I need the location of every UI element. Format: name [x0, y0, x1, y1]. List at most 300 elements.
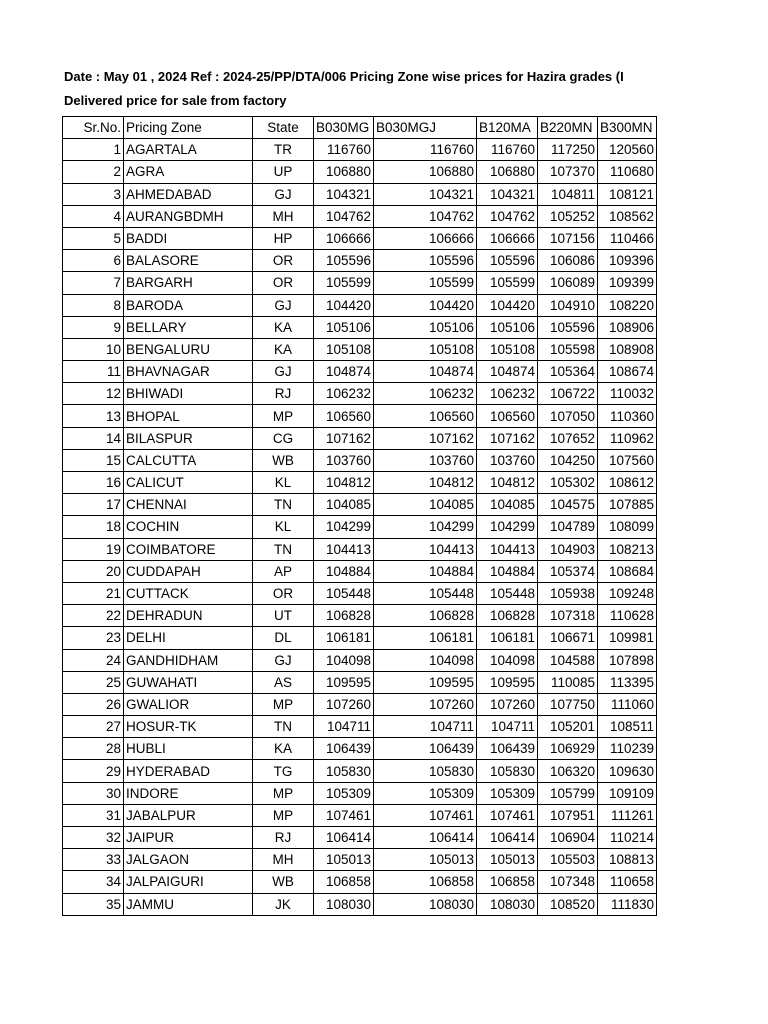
cell-b300mn: 108684 [598, 560, 657, 582]
table-row [63, 716, 657, 738]
cell-pricing-zone: BARODA [124, 294, 253, 316]
cell-b030mgj: 116760 [374, 139, 477, 161]
cell-state: MP [253, 804, 314, 826]
cell-srno: 15 [63, 449, 124, 471]
cell-srno: 28 [63, 738, 124, 760]
cell-b030mg: 116760 [314, 139, 374, 161]
cell-b030mgj: 104420 [374, 294, 477, 316]
cell-pricing-zone: BHOPAL [124, 405, 253, 427]
cell-b120ma: 105596 [477, 250, 538, 272]
cell-b030mg: 106858 [314, 871, 374, 893]
col-header-pricing-zone: Pricing Zone [124, 117, 253, 139]
cell-srno: 25 [63, 671, 124, 693]
cell-b030mgj: 105106 [374, 316, 477, 338]
cell-b030mgj: 105013 [374, 849, 477, 871]
cell-b300mn: 110239 [598, 738, 657, 760]
table-row [63, 316, 657, 338]
cell-b120ma: 116760 [477, 139, 538, 161]
cell-pricing-zone: JALPAIGURI [124, 871, 253, 893]
cell-state: OR [253, 582, 314, 604]
table-row [63, 427, 657, 449]
cell-b300mn: 109399 [598, 272, 657, 294]
cell-b120ma: 104098 [477, 649, 538, 671]
col-header-b220mn: B220MN [538, 117, 598, 139]
cell-b220mn: 106929 [538, 738, 598, 760]
col-header-state: State [253, 117, 314, 139]
cell-b030mg: 104884 [314, 560, 374, 582]
cell-srno: 20 [63, 560, 124, 582]
table-row [63, 671, 657, 693]
table-row [63, 693, 657, 715]
cell-b220mn: 105598 [538, 338, 598, 360]
cell-state: TN [253, 716, 314, 738]
cell-state: KA [253, 738, 314, 760]
cell-b030mgj: 104762 [374, 205, 477, 227]
table-row [63, 782, 657, 804]
cell-b220mn: 105596 [538, 316, 598, 338]
table-row [63, 849, 657, 871]
price-table [62, 116, 657, 916]
cell-srno: 31 [63, 804, 124, 826]
cell-state: GJ [253, 294, 314, 316]
cell-b030mg: 106439 [314, 738, 374, 760]
cell-b030mgj: 106439 [374, 738, 477, 760]
table-body [63, 139, 657, 916]
table-row [63, 893, 657, 915]
cell-b300mn: 110466 [598, 227, 657, 249]
cell-state: DL [253, 627, 314, 649]
table-row [63, 760, 657, 782]
cell-b120ma: 105448 [477, 582, 538, 604]
cell-b220mn: 107318 [538, 605, 598, 627]
col-header-b030mgj: B030MGJ [374, 117, 477, 139]
cell-b300mn: 108612 [598, 472, 657, 494]
cell-b300mn: 110658 [598, 871, 657, 893]
cell-b030mg: 104413 [314, 538, 374, 560]
cell-pricing-zone: BENGALURU [124, 338, 253, 360]
cell-b220mn: 105503 [538, 849, 598, 871]
cell-state: RJ [253, 827, 314, 849]
col-header-b300mn: B300MN [598, 117, 657, 139]
cell-pricing-zone: CUDDAPAH [124, 560, 253, 582]
cell-b030mg: 106880 [314, 161, 374, 183]
cell-b300mn: 109396 [598, 250, 657, 272]
cell-b300mn: 108511 [598, 716, 657, 738]
cell-state: HP [253, 227, 314, 249]
cell-srno: 18 [63, 516, 124, 538]
cell-b300mn: 109248 [598, 582, 657, 604]
cell-srno: 19 [63, 538, 124, 560]
cell-state: MP [253, 405, 314, 427]
cell-pricing-zone: JALGAON [124, 849, 253, 871]
table-row [63, 649, 657, 671]
cell-b220mn: 105938 [538, 582, 598, 604]
table-row [63, 827, 657, 849]
cell-b030mgj: 105108 [374, 338, 477, 360]
cell-b120ma: 106828 [477, 605, 538, 627]
cell-b030mgj: 107260 [374, 693, 477, 715]
cell-b120ma: 107461 [477, 804, 538, 826]
cell-srno: 14 [63, 427, 124, 449]
table-row [63, 871, 657, 893]
cell-b120ma: 104420 [477, 294, 538, 316]
cell-b220mn: 106086 [538, 250, 598, 272]
cell-pricing-zone: COIMBATORE [124, 538, 253, 560]
table-row [63, 272, 657, 294]
cell-b030mgj: 106828 [374, 605, 477, 627]
cell-b120ma: 104321 [477, 183, 538, 205]
cell-b220mn: 107348 [538, 871, 598, 893]
cell-b300mn: 108906 [598, 316, 657, 338]
cell-b300mn: 107885 [598, 494, 657, 516]
cell-pricing-zone: GUWAHATI [124, 671, 253, 693]
table-row [63, 516, 657, 538]
table-row [63, 538, 657, 560]
cell-b120ma: 104762 [477, 205, 538, 227]
cell-b030mgj: 109595 [374, 671, 477, 693]
cell-pricing-zone: AGRA [124, 161, 253, 183]
cell-pricing-zone: JABALPUR [124, 804, 253, 826]
cell-b030mg: 104321 [314, 183, 374, 205]
cell-pricing-zone: BILASPUR [124, 427, 253, 449]
cell-b120ma: 107260 [477, 693, 538, 715]
cell-srno: 5 [63, 227, 124, 249]
cell-state: TN [253, 538, 314, 560]
cell-b120ma: 104299 [477, 516, 538, 538]
cell-b030mgj: 104711 [374, 716, 477, 738]
cell-b120ma: 106880 [477, 161, 538, 183]
cell-b030mgj: 104413 [374, 538, 477, 560]
cell-b220mn: 104910 [538, 294, 598, 316]
cell-srno: 7 [63, 272, 124, 294]
cell-b030mg: 106181 [314, 627, 374, 649]
cell-pricing-zone: BADDI [124, 227, 253, 249]
cell-b120ma: 109595 [477, 671, 538, 693]
table-row [63, 449, 657, 471]
cell-b220mn: 104789 [538, 516, 598, 538]
cell-b300mn: 110628 [598, 605, 657, 627]
cell-b120ma: 107162 [477, 427, 538, 449]
cell-srno: 4 [63, 205, 124, 227]
cell-b300mn: 120560 [598, 139, 657, 161]
cell-b120ma: 106232 [477, 383, 538, 405]
cell-b120ma: 104711 [477, 716, 538, 738]
cell-b220mn: 107370 [538, 161, 598, 183]
cell-b030mg: 103760 [314, 449, 374, 471]
col-header-b030mg: B030MG [314, 117, 374, 139]
table-row [63, 627, 657, 649]
cell-b030mg: 105599 [314, 272, 374, 294]
cell-pricing-zone: INDORE [124, 782, 253, 804]
cell-b300mn: 108674 [598, 361, 657, 383]
cell-state: GJ [253, 183, 314, 205]
cell-pricing-zone: BHAVNAGAR [124, 361, 253, 383]
cell-b030mgj: 106858 [374, 871, 477, 893]
table-row [63, 338, 657, 360]
cell-b030mgj: 103760 [374, 449, 477, 471]
cell-b300mn: 110214 [598, 827, 657, 849]
cell-srno: 33 [63, 849, 124, 871]
cell-state: KA [253, 338, 314, 360]
cell-b030mg: 106232 [314, 383, 374, 405]
cell-b030mg: 104874 [314, 361, 374, 383]
cell-pricing-zone: JAMMU [124, 893, 253, 915]
cell-b030mg: 104299 [314, 516, 374, 538]
cell-b120ma: 104085 [477, 494, 538, 516]
cell-pricing-zone: AURANGBDMH [124, 205, 253, 227]
cell-b030mg: 104085 [314, 494, 374, 516]
cell-pricing-zone: COCHIN [124, 516, 253, 538]
cell-b030mg: 105108 [314, 338, 374, 360]
cell-state: MP [253, 693, 314, 715]
cell-b300mn: 113395 [598, 671, 657, 693]
cell-b030mg: 105448 [314, 582, 374, 604]
cell-state: UP [253, 161, 314, 183]
header-row [63, 117, 657, 139]
cell-b030mgj: 106232 [374, 383, 477, 405]
cell-b030mg: 106560 [314, 405, 374, 427]
cell-b220mn: 105374 [538, 560, 598, 582]
cell-state: TG [253, 760, 314, 782]
cell-b030mg: 107162 [314, 427, 374, 449]
cell-pricing-zone: BARGARH [124, 272, 253, 294]
table-row [63, 472, 657, 494]
cell-b300mn: 110360 [598, 405, 657, 427]
cell-srno: 29 [63, 760, 124, 782]
cell-srno: 32 [63, 827, 124, 849]
cell-b220mn: 110085 [538, 671, 598, 693]
cell-srno: 27 [63, 716, 124, 738]
cell-b220mn: 105201 [538, 716, 598, 738]
cell-b220mn: 107951 [538, 804, 598, 826]
table-row [63, 139, 657, 161]
cell-b030mg: 105596 [314, 250, 374, 272]
col-header-srno: Sr.No. [63, 117, 124, 139]
cell-b300mn: 108213 [598, 538, 657, 560]
cell-srno: 24 [63, 649, 124, 671]
cell-b120ma: 105013 [477, 849, 538, 871]
cell-srno: 2 [63, 161, 124, 183]
cell-state: WB [253, 871, 314, 893]
cell-pricing-zone: JAIPUR [124, 827, 253, 849]
cell-b220mn: 106904 [538, 827, 598, 849]
table-row [63, 250, 657, 272]
cell-srno: 17 [63, 494, 124, 516]
table-row [63, 294, 657, 316]
table-row [63, 383, 657, 405]
cell-pricing-zone: BALASORE [124, 250, 253, 272]
cell-b030mg: 106828 [314, 605, 374, 627]
cell-srno: 16 [63, 472, 124, 494]
cell-b120ma: 105830 [477, 760, 538, 782]
cell-state: UT [253, 605, 314, 627]
table-row [63, 804, 657, 826]
cell-srno: 35 [63, 893, 124, 915]
cell-state: WB [253, 449, 314, 471]
cell-b030mg: 104762 [314, 205, 374, 227]
cell-b300mn: 109630 [598, 760, 657, 782]
cell-b300mn: 108099 [598, 516, 657, 538]
cell-state: MH [253, 849, 314, 871]
cell-b220mn: 106089 [538, 272, 598, 294]
cell-b220mn: 107750 [538, 693, 598, 715]
cell-b300mn: 111261 [598, 804, 657, 826]
cell-b030mg: 109595 [314, 671, 374, 693]
cell-b300mn: 107898 [598, 649, 657, 671]
cell-b120ma: 103760 [477, 449, 538, 471]
cell-b120ma: 105108 [477, 338, 538, 360]
col-header-b120ma: B120MA [477, 117, 538, 139]
cell-b120ma: 106666 [477, 227, 538, 249]
cell-b220mn: 104250 [538, 449, 598, 471]
cell-b030mgj: 104321 [374, 183, 477, 205]
cell-state: AS [253, 671, 314, 693]
cell-pricing-zone: CHENNAI [124, 494, 253, 516]
cell-state: TR [253, 139, 314, 161]
cell-b120ma: 105309 [477, 782, 538, 804]
cell-b220mn: 106671 [538, 627, 598, 649]
cell-pricing-zone: CALCUTTA [124, 449, 253, 471]
cell-b120ma: 104812 [477, 472, 538, 494]
cell-srno: 34 [63, 871, 124, 893]
cell-pricing-zone: CALICUT [124, 472, 253, 494]
cell-b220mn: 107652 [538, 427, 598, 449]
cell-b220mn: 108520 [538, 893, 598, 915]
cell-b030mg: 106666 [314, 227, 374, 249]
cell-state: GJ [253, 361, 314, 383]
table-row [63, 494, 657, 516]
cell-b120ma: 104413 [477, 538, 538, 560]
cell-srno: 21 [63, 582, 124, 604]
cell-b030mg: 107260 [314, 693, 374, 715]
cell-b220mn: 106320 [538, 760, 598, 782]
cell-state: KA [253, 316, 314, 338]
cell-state: OR [253, 272, 314, 294]
cell-b120ma: 108030 [477, 893, 538, 915]
cell-b030mgj: 104098 [374, 649, 477, 671]
cell-b030mg: 104420 [314, 294, 374, 316]
cell-b030mg: 105013 [314, 849, 374, 871]
cell-pricing-zone: DEHRADUN [124, 605, 253, 627]
cell-b120ma: 106181 [477, 627, 538, 649]
cell-b030mg: 104711 [314, 716, 374, 738]
cell-b220mn: 107156 [538, 227, 598, 249]
table-row [63, 205, 657, 227]
cell-pricing-zone: GANDHIDHAM [124, 649, 253, 671]
cell-b220mn: 105302 [538, 472, 598, 494]
cell-state: CG [253, 427, 314, 449]
cell-b120ma: 104884 [477, 560, 538, 582]
cell-pricing-zone: BELLARY [124, 316, 253, 338]
cell-b120ma: 106439 [477, 738, 538, 760]
cell-srno: 11 [63, 361, 124, 383]
document-title: Date : May 01 , 2024 Ref : 2024-25/PP/DTA/006 Pricing Zone wise prices for Hazira grades (I [64, 69, 624, 84]
cell-srno: 26 [63, 693, 124, 715]
cell-b030mg: 105309 [314, 782, 374, 804]
cell-srno: 6 [63, 250, 124, 272]
cell-b220mn: 104588 [538, 649, 598, 671]
cell-b220mn: 105364 [538, 361, 598, 383]
cell-b030mgj: 107461 [374, 804, 477, 826]
cell-srno: 1 [63, 139, 124, 161]
table-row [63, 361, 657, 383]
cell-b220mn: 104811 [538, 183, 598, 205]
cell-pricing-zone: GWALIOR [124, 693, 253, 715]
cell-pricing-zone: HUBLI [124, 738, 253, 760]
cell-b030mgj: 104299 [374, 516, 477, 538]
cell-b120ma: 105599 [477, 272, 538, 294]
cell-state: GJ [253, 649, 314, 671]
cell-b030mgj: 106181 [374, 627, 477, 649]
cell-b030mg: 107461 [314, 804, 374, 826]
cell-b300mn: 107560 [598, 449, 657, 471]
cell-b300mn: 108562 [598, 205, 657, 227]
cell-b120ma: 106858 [477, 871, 538, 893]
cell-b030mg: 105106 [314, 316, 374, 338]
document-subtitle: Delivered price for sale from factory [64, 93, 287, 108]
cell-srno: 10 [63, 338, 124, 360]
cell-b030mgj: 105448 [374, 582, 477, 604]
cell-b030mgj: 105830 [374, 760, 477, 782]
cell-b030mgj: 107162 [374, 427, 477, 449]
cell-srno: 12 [63, 383, 124, 405]
cell-b220mn: 104575 [538, 494, 598, 516]
table-row [63, 161, 657, 183]
cell-b300mn: 108908 [598, 338, 657, 360]
cell-srno: 30 [63, 782, 124, 804]
cell-pricing-zone: AGARTALA [124, 139, 253, 161]
cell-b220mn: 107050 [538, 405, 598, 427]
cell-state: RJ [253, 383, 314, 405]
cell-b300mn: 108121 [598, 183, 657, 205]
cell-b220mn: 117250 [538, 139, 598, 161]
table-row [63, 582, 657, 604]
cell-srno: 13 [63, 405, 124, 427]
cell-state: MP [253, 782, 314, 804]
cell-b030mgj: 106414 [374, 827, 477, 849]
cell-b030mgj: 106880 [374, 161, 477, 183]
cell-pricing-zone: DELHI [124, 627, 253, 649]
cell-b300mn: 110680 [598, 161, 657, 183]
cell-b030mgj: 105596 [374, 250, 477, 272]
cell-b300mn: 108813 [598, 849, 657, 871]
cell-b030mg: 104812 [314, 472, 374, 494]
table-row [63, 405, 657, 427]
cell-state: TN [253, 494, 314, 516]
cell-b300mn: 111830 [598, 893, 657, 915]
cell-b120ma: 105106 [477, 316, 538, 338]
cell-b030mgj: 104085 [374, 494, 477, 516]
cell-srno: 3 [63, 183, 124, 205]
cell-pricing-zone: CUTTACK [124, 582, 253, 604]
table-row [63, 227, 657, 249]
cell-srno: 23 [63, 627, 124, 649]
cell-b300mn: 109109 [598, 782, 657, 804]
cell-b120ma: 106414 [477, 827, 538, 849]
cell-b030mgj: 104874 [374, 361, 477, 383]
cell-pricing-zone: HYDERABAD [124, 760, 253, 782]
cell-b030mgj: 108030 [374, 893, 477, 915]
cell-b220mn: 105252 [538, 205, 598, 227]
cell-b220mn: 104903 [538, 538, 598, 560]
cell-b030mg: 108030 [314, 893, 374, 915]
cell-state: MH [253, 205, 314, 227]
cell-b030mgj: 104812 [374, 472, 477, 494]
cell-b220mn: 106722 [538, 383, 598, 405]
cell-srno: 8 [63, 294, 124, 316]
cell-b300mn: 110032 [598, 383, 657, 405]
cell-pricing-zone: BHIWADI [124, 383, 253, 405]
